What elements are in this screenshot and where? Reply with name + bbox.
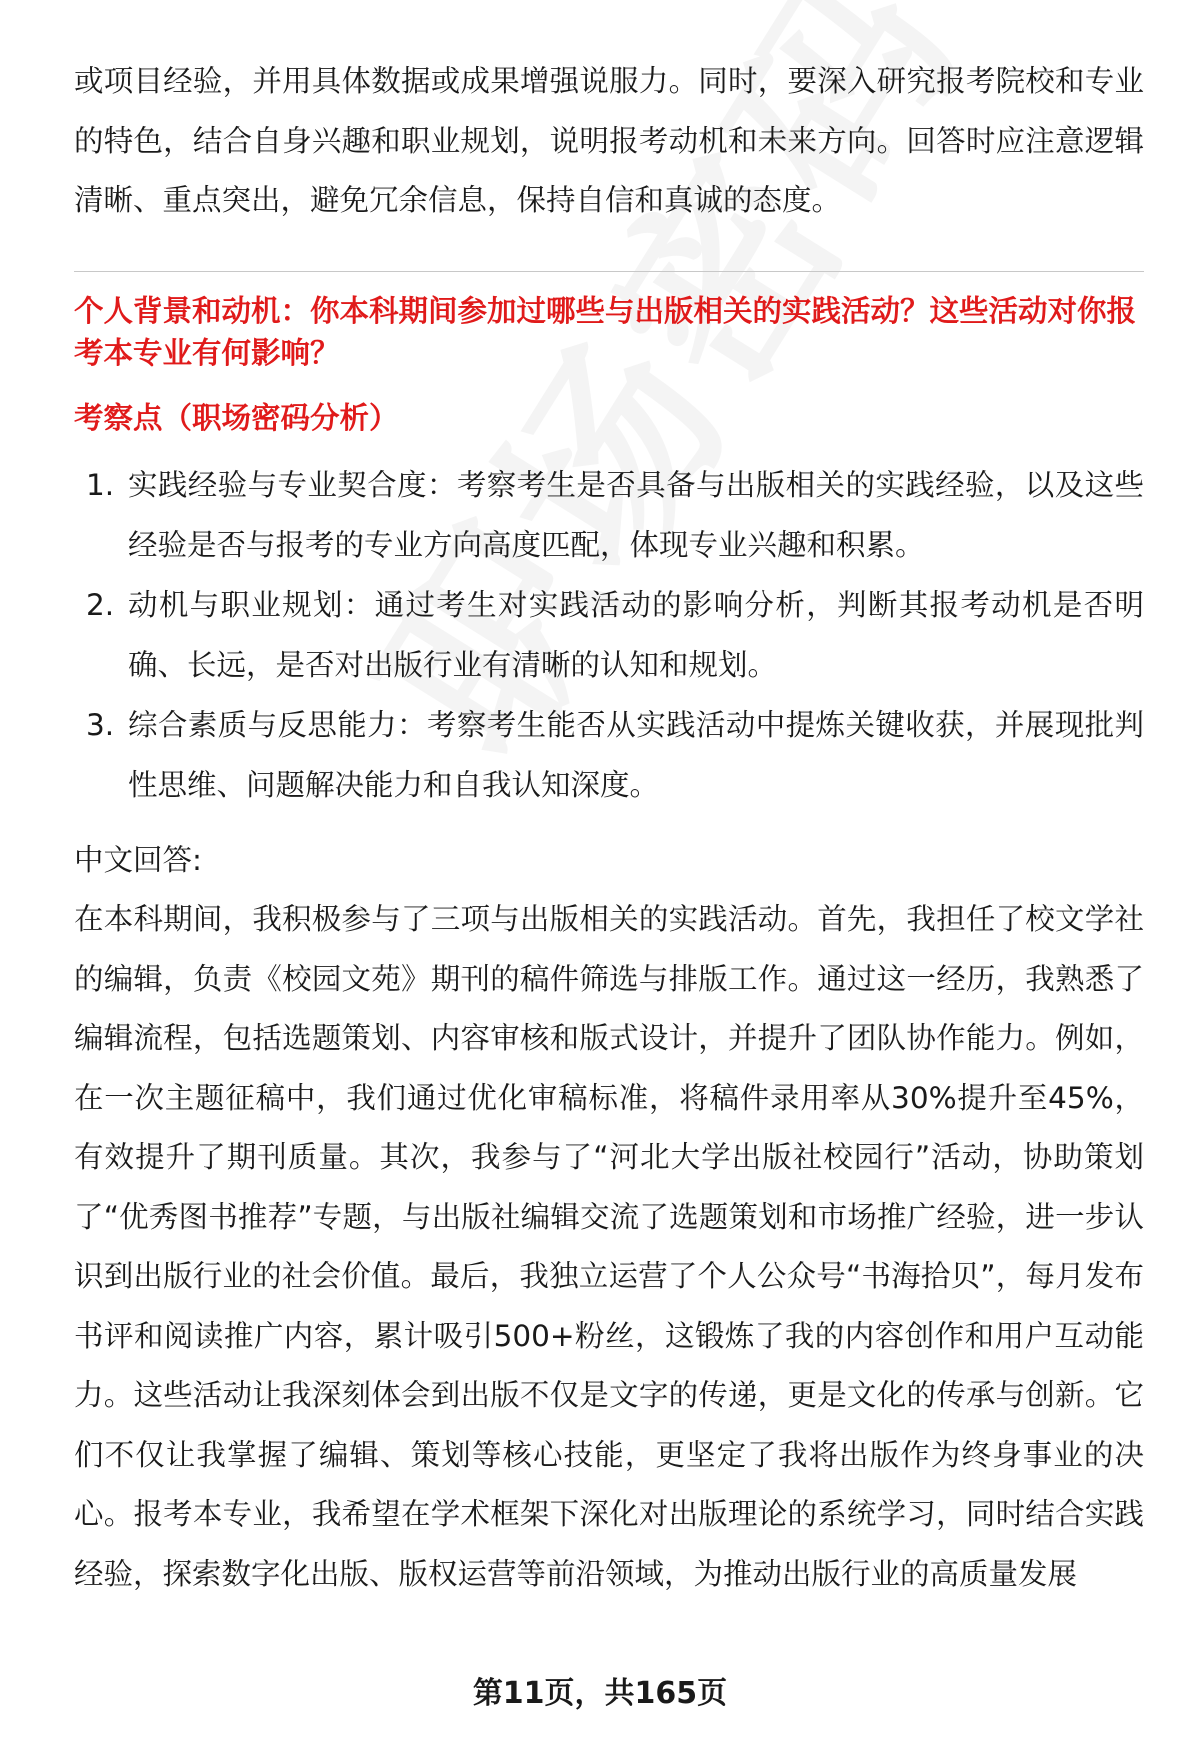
list-item-number: 1.: [86, 467, 115, 502]
list-item-text: 实践经验与专业契合度：考察考生是否具备与出版相关的实践经验，以及这些经验是否与报考的专业方向高度匹配，体现专业兴趣和积累。: [128, 467, 1144, 562]
document-body: [74, 52, 1144, 1604]
section-divider: [74, 271, 1144, 272]
list-item: [74, 695, 1144, 815]
list-item-text: 动机与职业规划：通过考生对实践活动的影响分析，判断其报考动机是否明确、长远，是否对出版行业有清晰的认知和规划。: [128, 587, 1144, 682]
assessment-subheading: 考察点（职场密码分析）: [74, 400, 399, 435]
list-item: [74, 455, 1144, 575]
assessment-points-list: [74, 455, 1144, 815]
answer-label: 中文回答:: [74, 842, 202, 877]
list-item: [74, 575, 1144, 695]
intro-paragraph: 或项目经验，并用具体数据或成果增强说服力。同时，要深入研究报考院校和专业的特色，结合自身兴趣和职业规划，说明报考动机和未来方向。回答时应注意逻辑清晰、重点突出，避免冗余信息，保持自信和真诚的态度。: [74, 64, 1144, 217]
answer-paragraph: 在本科期间，我积极参与了三项与出版相关的实践活动。首先，我担任了校文学社的编辑，负责《校园文苑》期刊的稿件筛选与排版工作。通过这一经历，我熟悉了编辑流程，包括选题策划、内容审核和版式设计，并提升了团队协作能力。例如，在一次主题征稿中，我们通过优化审稿标准，将稿件录用率从30%提升至45%，有效提升了期刊质量。其次，我参与了“河北大学出版社校园行”活动，协助策划了“优秀图书推荐”专题，与出版社编辑交流了选题策划和市场推广经验，进一步认识到出版行业的社会价值。最后，我独立运营了个人公众号“书海拾贝”，每月发布书评和阅读推广内容，累计吸引500+粉丝，这锻炼了我的内容创作和用户互动能力。这些活动让我深刻体会到出版不仅是文字的传递，更是文化的传承与创新。它们不仅让我掌握了编辑、策划等核心技能，更坚定了我将出版作为终身事业的决心。报考本专业，我希望在学术框架下深化对出版理论的系统学习，同时结合实践经验，探索数字化出版、版权运营等前沿领域，为推动出版行业的高质量发展: [74, 902, 1144, 1591]
list-item-text: 综合素质与反思能力：考察考生能否从实践活动中提炼关键收获，并展现批判性思维、问题解决能力和自我认知深度。: [128, 707, 1144, 802]
page-number-footer: 第11页，共165页: [472, 1676, 728, 1711]
question-heading: 个人背景和动机：你本科期间参加过哪些与出版相关的实践活动？这些活动对你报考本专业有何影响？: [74, 293, 1137, 370]
list-item-number: 3.: [86, 707, 115, 742]
list-item-number: 2.: [86, 587, 115, 622]
